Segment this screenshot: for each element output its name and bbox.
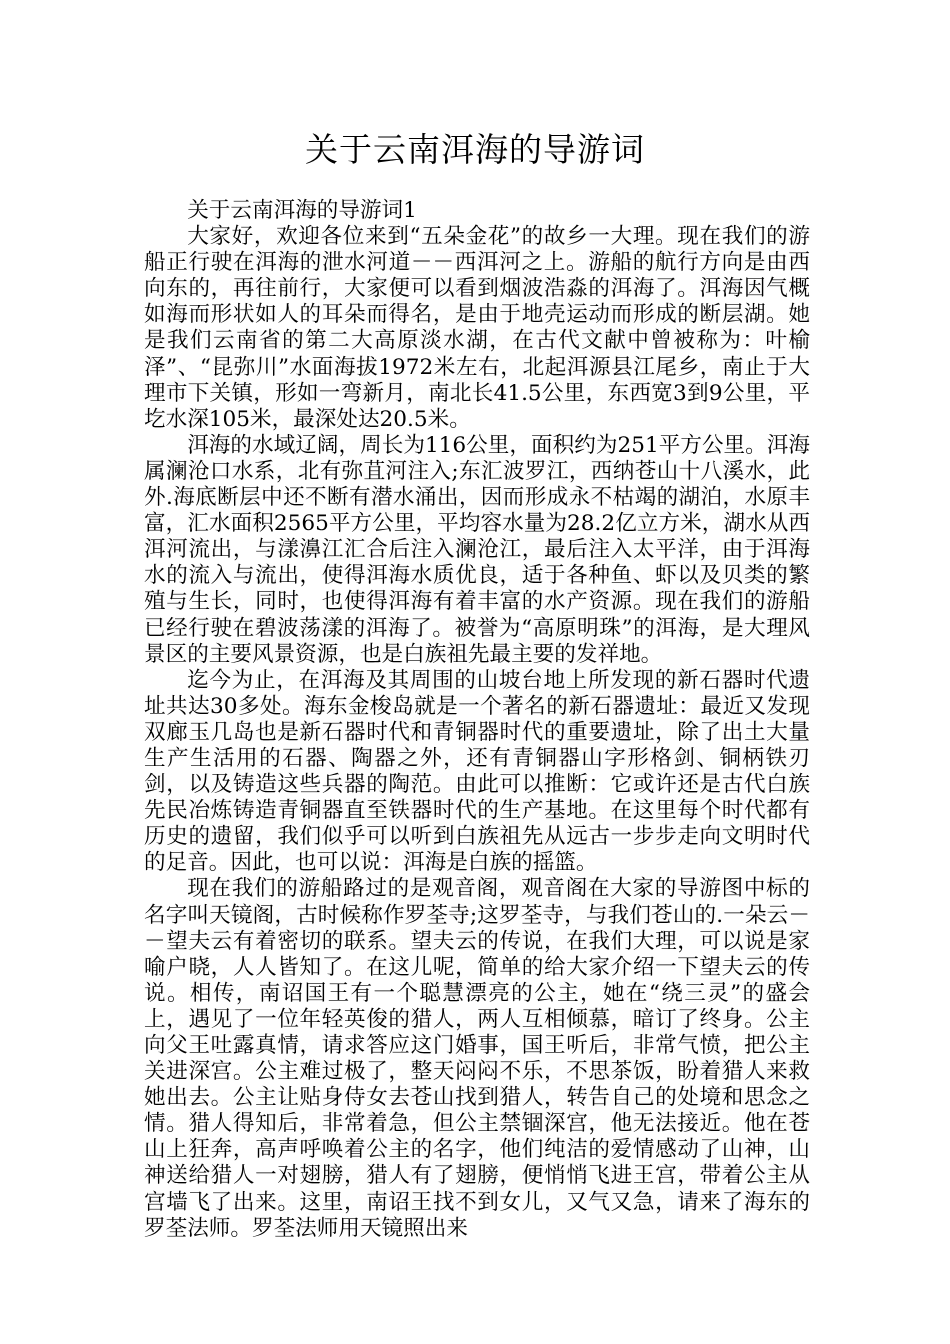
document-body: [144, 198, 810, 1242]
paragraph: 大家好，欢迎各位来到“五朵金花”的故乡一大理。现在我们的游船正行驶在洱海的泄水河道－－西洱河之上。游船的航行方向是由西向东的，再往前行，大家便可以看到烟波浩淼的洱海了。洱海因气概如海而形状如人的耳朵而得名，是由于地壳运动而形成的断层湖。她是我们云南省的第二大高原淡水湖，在古代文献中曾被称为：叶榆泽”、“昆弥川”水面海拔1972米左右，北起洱源县江尾乡，南止于大理市下关镇，形如一弯新月，南北长41.5公里，东西宽3到9公里，平圪水深105米，最深处达20.5米。: [144, 224, 810, 432]
paragraph: 迄今为止，在洱海及其周围的山坡台地上所发现的新石器时代遗址共达30多处。海东金梭岛就是一个著名的新石器遗址：最近又发现双廊玉几岛也是新石器时代和青铜器时代的重要遗址，除了出土大量生产生活用的石器、陶器之外，还有青铜器山字形格剑、铜柄铁刃剑，以及铸造这些兵器的陶范。由此可以推断：它或许还是古代白族先民冶炼铸造青铜器直至铁器时代的生产基地。在这里每个时代都有历史的遗留，我们似乎可以听到白族祖先从远古一步步走向文明时代的足音。因此，也可以说：洱海是白族的摇篮。: [144, 667, 810, 876]
paragraph: 现在我们的游船路过的是观音阁，观音阁在大家的导游图中标的名字叫天镜阁，古时候称作罗荃寺;这罗荃寺，与我们苍山的.一朵云－－望夫云有着密切的联系。望夫云的传说，在我们大理，可以说是家喻户晓，人人皆知了。在这儿呢，简单的给大家介绍一下望夫云的传说。相传，南诏国王有一个聪慧漂亮的公主，她在“绕三灵”的盛会上，遇见了一位年轻英俊的猎人，两人互相倾慕，暗订了终身。公主向父王吐露真情，请求答应这门婚事，国王听后，非常气愤，把公主关进深宫。公主难过极了，整天闷闷不乐，不思茶饭，盼着猎人来救她出去。公主让贴身侍女去苍山找到猎人，转告自己的处境和思念之情。猎人得知后，非常着急，但公主禁锢深宫，他无法接近。他在苍山上狂奔，高声呼唤着公主的名字，他们纯洁的爱情感动了山神，山神送给猎人一对翅膀，猎人有了翅膀，便悄悄飞进王宫，带着公主从宫墙飞了出来。这里，南诏王找不到女儿，又气又急，请来了海东的罗荃法师。罗荃法师用天镜照出来: [144, 876, 810, 1241]
section-heading: 关于云南洱海的导游词1: [187, 198, 417, 223]
paragraph: 洱海的水域辽阔，周长为116公里，面积约为251平方公里。洱海属澜沧口水系，北有弥苴河注入;东汇波罗江，西纳苍山十八溪水，此外.海底断层中还不断有潜水涌出，因而形成永不枯竭的湖泊，水原丰富，汇水面积2565平方公里，平均容水量为28.2亿立方米，湖水从西洱河流出，与漾濞江汇合后注入澜沧江，最后注入太平洋，由于洱海水的流入与流出，使得洱海水质优良，适于各种鱼、虾以及贝类的繁殖与生长，同时，也使得洱海有着丰富的水产资源。现在我们的游船已经行驶在碧波荡漾的洱海了。被誉为“高原明珠”的洱海，是大理风景区的主要风景资源，也是白族祖先最主要的发祥地。: [144, 432, 810, 667]
document-title: 关于云南洱海的导游词: [305, 130, 645, 169]
